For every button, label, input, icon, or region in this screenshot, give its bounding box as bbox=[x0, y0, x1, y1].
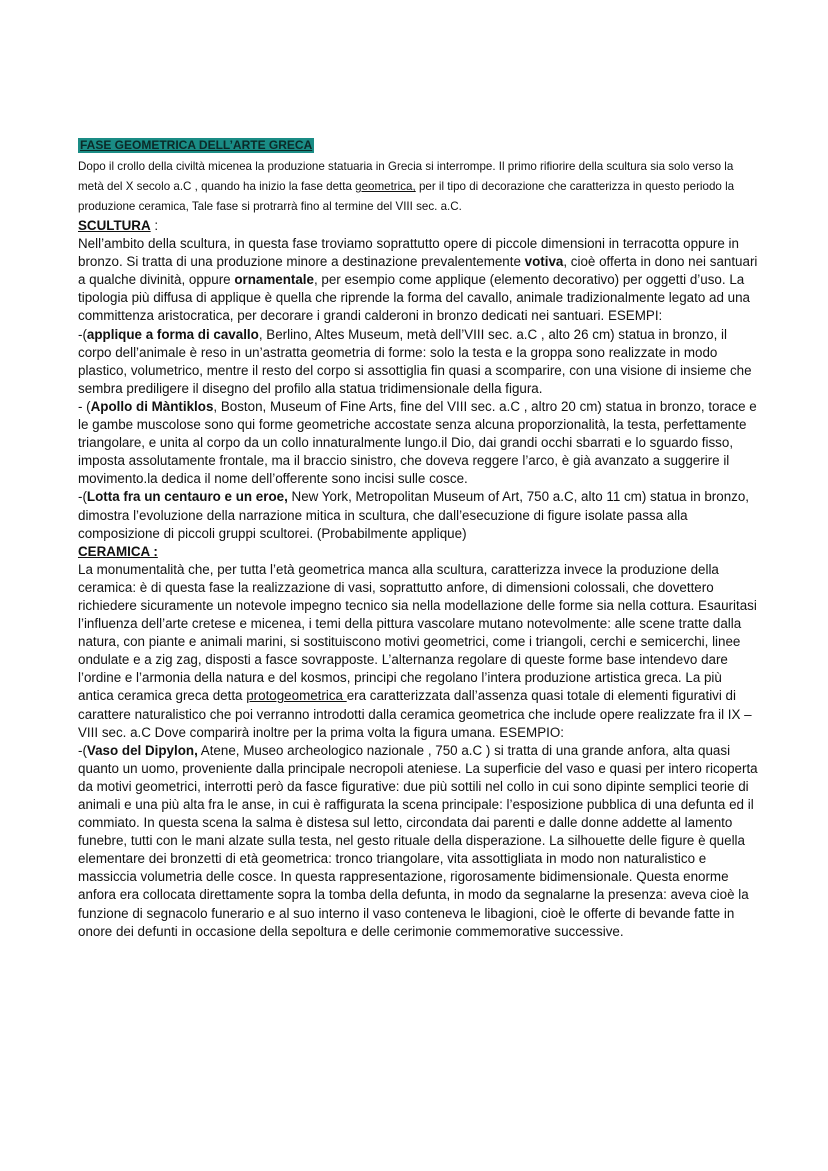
ceramica-paragraph bbox=[78, 561, 758, 742]
scultura-bold-ornamentale: ornamentale bbox=[234, 272, 314, 288]
example-applique bbox=[78, 326, 758, 398]
example-dipylon-pre: -( bbox=[78, 742, 87, 758]
example-apollo-pre: - ( bbox=[78, 398, 91, 414]
example-applique-name: applique a forma di cavallo bbox=[86, 326, 259, 342]
intro-paragraph bbox=[78, 157, 758, 217]
scultura-paragraph bbox=[78, 235, 758, 325]
scultura-text-1: Nell’ambito della scultura, in questa fase troviamo soprattutto opere di piccole dimensioni in terracotta oppure in bronzo. Si tratta di una produzione minore a destinazione prevalentemente bbox=[78, 236, 739, 270]
document-page bbox=[78, 136, 758, 941]
ceramica-text-1: La monumentalità che, per tutta l’età geometrica manca alla scultura, caratterizza invece la produzione della ceramica: è di questa fase la realizzazione di vasi, soprattutto anfore, di dimensioni colossali, che dovettero richiedere sicuramente un notevole impegno tecnico sia nella modellazione delle forme sia nella cottura. Esauritasi l’influenza dell’arte cretese e micenea, i temi della pittura vascolare mutano notevolmente: alle scene tratte dalla natura, con piante e animali marini, si sostituiscono motivi geometrici, come i triangoli, cerchi e semicerchi, linee ondulate e a zig zag, disposti a fasce sovrapposte. L’alternanza regolare di queste forme base intendevo dare l’ordine e l’armonia della natura e del kosmos, principi che regolano l’intera produzione artistica greca. La più antica ceramica greca detta bbox=[78, 561, 757, 704]
document-title-row bbox=[78, 136, 758, 154]
intro-text-2: per il tipo di decorazione che caratterizza in questo periodo la produzione ceramica, Tale fase si protrarrà fino al termine del VIII sec. a.C. bbox=[78, 180, 735, 213]
scultura-text-2: , cioè offerta in dono nei santuari a qualche divinità, oppure bbox=[78, 254, 758, 288]
example-centauro-pre: -( bbox=[78, 489, 87, 505]
scultura-heading-suffix: : bbox=[150, 218, 159, 233]
example-dipylon bbox=[78, 742, 758, 941]
scultura-bold-votiva: votiva bbox=[524, 254, 564, 270]
ceramica-text-2: era caratterizzata dall’assenza quasi totale di elementi figurativi di carattere naturalistico che poi verranno introdotti dalla ceramica geometrica che include opere realizzate fra il IX – VIII sec. a.C Dove comparirà inoltre per la prima volta la figura umana. ESEMPIO: bbox=[78, 688, 752, 740]
example-centauro-text: New York, Metropolitan Museum of Art, 750 a.C, alto 11 cm) statua in bronzo, dimostra l’evoluzione della narrazione mitica in scultura, che dall’esecuzione di figure isolate passa alla composizione di piccoli gruppi scultorei. (Probabilmente applique) bbox=[78, 489, 750, 541]
example-apollo-text: , Boston, Museum of Fine Arts, fine del VIII sec. a.C , altro 20 cm) statua in bronzo, torace e le gambe muscolose sono qui forme geometriche accostate senza alcuna proporzionalità, la testa, perfettamente triangolare, e unita al corpo da un collo innaturalmente lungo.il Dio, dai grandi occhi sbarrati e lo sguardo fisso, imposta assolutamente frontale, ma il braccio sinistro, che doveva reggere l’arco, è già avanzato a suggerire il movimento.la dedica il nome dell’offerente sono incisi sulle cosce. bbox=[78, 398, 757, 487]
example-apollo bbox=[78, 398, 758, 488]
document-title: FASE GEOMETRICA DELL’ARTE GRECA bbox=[80, 138, 313, 152]
example-centauro-name: Lotta fra un centauro e un eroe, bbox=[86, 489, 288, 505]
intro-text-1: Dopo il crollo della civiltà micenea la produzione statuaria in Grecia si interrompe. Il primo rifiorire della scultura sia solo verso la metà del X secolo a.C , quando ha inizio la fase detta bbox=[78, 160, 734, 193]
example-apollo-name: Apollo di Màntiklos bbox=[90, 398, 214, 414]
example-dipylon-name: Vaso del Dipylon, bbox=[86, 742, 198, 758]
example-applique-text: , Berlino, Altes Museum, metà dell’VIII sec. a.C , alto 26 cm) statua in bronzo, il corpo dell’animale è reso in un’astratta geometria di forme: solo la testa e la groppa sono realizzate in modo plastico, volumetrico, mentre il resto del corpo si assottiglia fin quasi a scomparire, con una visione di insieme che sembra prediligere il disegno del profilo alla statua tridimensionale della figura. bbox=[78, 326, 752, 396]
example-dipylon-text: Atene, Museo archeologico nazionale , 750 a.C ) si tratta di una grande anfora, alta quasi quanto un uomo, proveniente dalla principale necropoli ateniese. La superficie del vaso e quasi per intero ricoperta da motivi geometrici, interrotti però da fasce figurative: due più sottili nel collo in cui sono dipinte semplici teorie di animali e una più alta fra le anse, in cui è raffigurata la scena principale: l’esposizione pubblica di una defunta ed il commiato. In questa scena la salma è distesa sul letto, circondata dai parenti e dalle donne addette al lamento funebre, tutti con le mani alzate sulla testa, nel gesto rituale della disperazione. La silhouette delle figure è quella elementare dei bronzetti di età geometrica: tronco triangolare, vita assottigliata in modo non naturalistico e massiccia volumetria delle cosce. In questa rappresentazione, rigorosamente bidimensionale. Questa enorme anfora era collocata direttamente sopra la tomba della defunta, in modo da segnalarne la presenza: aveva cioè la funzione di segnacolo funerario e al suo interno il vaso conteneva le libagioni, cioè le offerte di bevande fatte in onore dei defunti in occasione della sepoltura e delle cerimonie commemorative successive. bbox=[78, 742, 758, 939]
scultura-text-3: , per esempio come applique (elemento decorativo) per oggetti d’uso. La tipologia più diffusa di applique è quella che riprende la forma del cavallo, animale tradizionalmente legato ad una committenza aristocratica, per decorare i grandi calderoni in bronzo dedicati nei santuari. ESEMPI: bbox=[78, 272, 750, 324]
ceramica-heading-row bbox=[78, 543, 758, 561]
ceramica-underlined: protogeometrica bbox=[246, 688, 347, 704]
scultura-heading-row bbox=[78, 217, 758, 235]
intro-underlined: geometrica, bbox=[355, 180, 416, 193]
example-applique-pre: -( bbox=[78, 326, 87, 342]
example-centauro bbox=[78, 488, 758, 542]
scultura-heading: SCULTURA bbox=[78, 218, 151, 233]
ceramica-heading: CERAMICA : bbox=[78, 543, 158, 559]
